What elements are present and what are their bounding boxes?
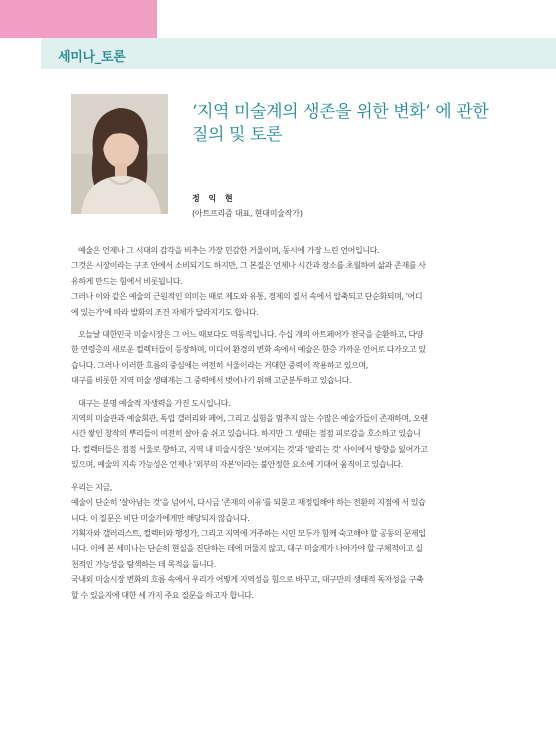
text-line: 할 수 있을지에 대한 세 가지 주요 질문을 하고자 합니다.	[71, 590, 254, 600]
article-body	[71, 243, 487, 610]
section-label: 세미나_토론	[58, 50, 126, 65]
text-line: 천적인 가능성을 탐색하는 데 목적을 둡니다.	[71, 559, 216, 569]
text-line: 그것은 시장이라는 구조 안에서 소비되기도 하지만, 그 본질은 언제나 시간과 장소를 초월하여 삶과 존재를 사	[71, 261, 426, 271]
text-line: 습니다. 그러나 이러한 흐름의 중심에는 여전히 서울이라는 거대한 중력이 작용하고 있으며,	[71, 360, 368, 370]
text-line: 있으며, 예술의 지속 가능성은 언제나 '외부의 자본'이라는 불안정한 요소에 기대어 움직이고 있습니다.	[71, 460, 403, 470]
text-line: 국내외 미술시장 변화의 흐름 속에서 우리가 어떻게 지역성을 힘으로 바꾸고, 대구만의 생태적 독자성을 구축	[71, 575, 424, 585]
text-line: 대구는 분명 예술적 자생력을 가진 도시입니다.	[78, 398, 231, 408]
author-name: 정 익 현	[192, 194, 236, 203]
paragraph	[71, 327, 487, 389]
text-line: 지역의 미술관과 예술회관, 독립 갤러리와 페어, 그리고 실험을 멈추지 않는 수많은 예술가들이 존재하며, 오랜	[71, 414, 428, 424]
text-line: 니다. 이에 본 세미나는 단순히 현실을 진단하는 데에 머물지 않고, 대구 미술계가 나아가야 할 구체적이고 실	[71, 544, 423, 554]
text-line: 유하게 만드는 힘에서 비롯됩니다.	[71, 276, 183, 286]
text-line: 다. 컬렉터들은 점점 서울로 향하고, 지역 내 미술시장은 '보여지는 것'과 '팔리는 것' 사이에서 방향을 잃어가고	[71, 444, 428, 454]
text-line: 대구를 비롯한 지역 미술 생태계는 그 중력에서 벗어나기 위해 고군분투하고 있습니다.	[71, 376, 352, 386]
text-line: 에 있는가'에 따라 발화의 조건 자체가 달라지기도 합니다.	[71, 307, 259, 317]
title-line: 질의 및 토론	[192, 125, 283, 145]
author-affiliation: (아트프리즘 대표, 현대미술작가)	[192, 209, 303, 218]
corner-tab	[0, 0, 157, 38]
text-line: 그러나 이와 같은 예술의 근원적인 의미는 때로 제도와 유통, 경제의 질서 속에서 압축되고 단순화되며, '어디	[71, 292, 423, 302]
text-line: 기획자와 갤러리스트, 컬렉터와 행정가, 그리고 지역에 거주하는 시민 모두가 함께 숙고해야 할 공동의 문제입	[71, 528, 426, 538]
text-line: 시간 쌓인 창작의 뿌리들이 여전히 살아 숨 쉬고 있습니다. 하지만 그 생태는 점점 피로감을 호소하고 있습니	[71, 429, 421, 439]
author-photo	[71, 94, 168, 214]
article-title	[192, 101, 512, 147]
paragraph	[71, 243, 487, 320]
title-line: ‘지역 미술계의 생존을 위한 변화’ 에 관한	[192, 102, 489, 122]
paragraph	[71, 396, 487, 473]
text-line: 오늘날 대한민국 미술시장은 그 어느 때보다도 역동적입니다. 수십 개의 아트페어가 전국을 순환하고, 다양	[78, 330, 424, 340]
text-line: 예술은 언제나 그 시대의 감각을 비추는 가장 민감한 거울이며, 동시에 가장 느린 언어입니다.	[78, 246, 380, 255]
text-line: 니다. 이 질문은 비단 미술가에게만 해당되지 않습니다.	[71, 513, 250, 523]
text-line: 예술이 단순히 '살아남는 것'을 넘어서, 다시금 '존재의 이유'를 되묻고 재정립해야 하는 전환의 지점에 서 있습	[71, 498, 426, 508]
text-line: 한 연령층의 새로운 컬렉터들이 등장하며, 미디어 환경의 변화 속에서 예술은 한층 가까운 언어로 다가오고 있	[71, 345, 426, 355]
paragraph	[71, 480, 487, 603]
text-line: 우리는 지금,	[71, 482, 112, 492]
